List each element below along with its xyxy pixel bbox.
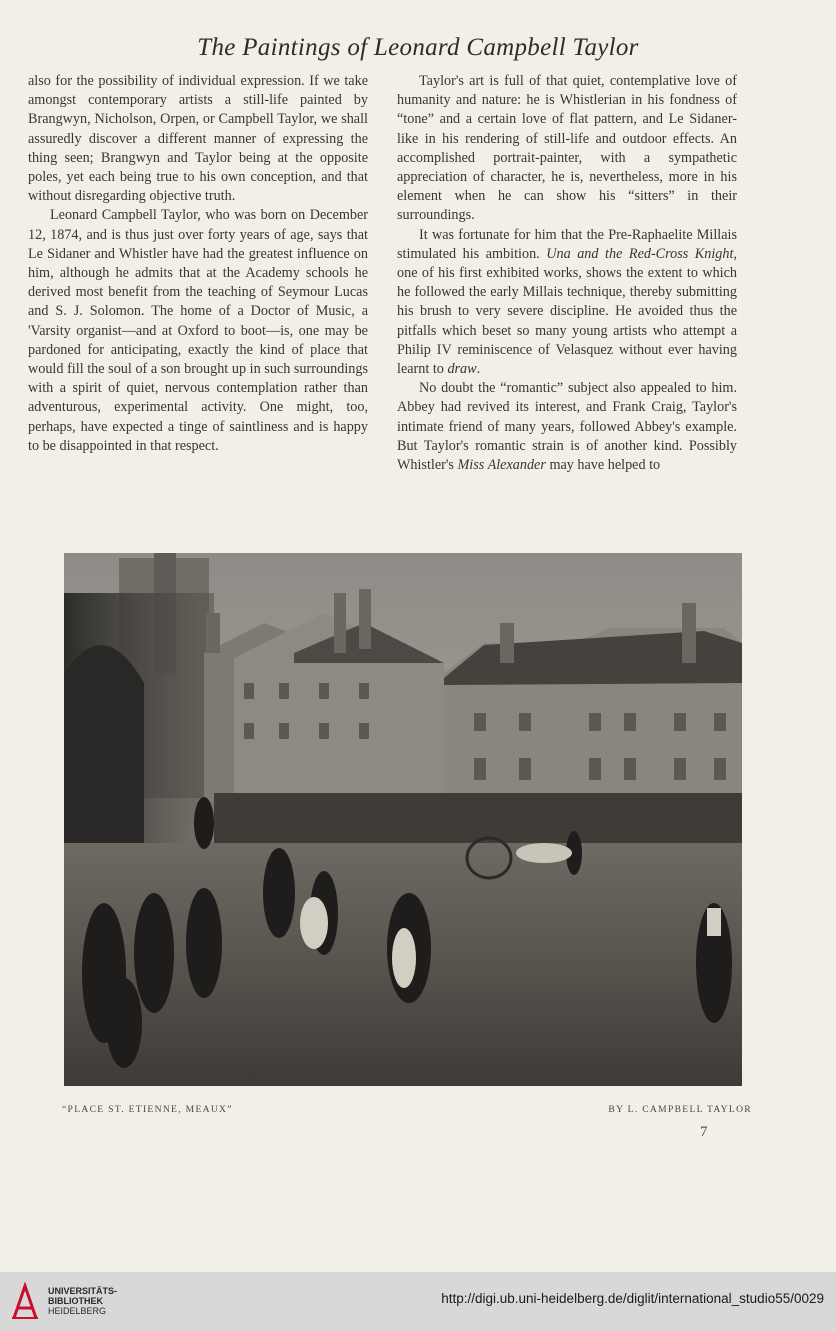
left-paragraph-1: also for the possibility of individual expression. If we take amongst contemporary artists a still-life painted by Brangwyn, Nicholson, Orpen, or Campbell Taylor, we shall assuredly discover a different manner of expressing the thing seen; Brangwyn and Taylor being at the opposite poles, yet each being true to his own conception, and that without disregarding objective truth.	[28, 73, 368, 205]
right-paragraph-2: It was fortunate for him that the Pre-Raphaelite Millais stimulated his ambition. Una and the Red-Cross Knight, one of his first exhibited works, shows the extent to which he followed the early Millais technique, thereby submitting his brush to very severe discipline. He avoided thus the pitfalls which beset so many young artists who attempt a Philip IV reminiscence of Velasquez without ever having learnt to draw.	[397, 226, 737, 378]
university-library-logo-icon	[10, 1282, 40, 1322]
left-paragraph-2: Leonard Campbell Taylor, who was born on December 12, 1874, and is thus just over forty years of age, says that Le Sidaner and Whistler have had the greatest influence on him, although he admits that at the Academy schools he derived most benefit from the teaching of Seymour Lucas and S. J. Solomon. The home of a Doctor of Music, a 'Varsity organist—and at Oxford to boot—is, one may be pardoned for anticipating, exactly the kind of place that would fill the soul of a son brought up in such surroundings with a spirit of quiet, nervous contemplation rather than adventurous, experimental activity. One might, too, perhaps, have expected a tinge of saintliness and is happy to be disappointed in that respect.	[28, 207, 368, 454]
right-text-column	[397, 72, 737, 475]
page-title: The Paintings of Leonard Campbell Taylor	[197, 34, 639, 61]
word-draw: draw	[447, 361, 477, 378]
right-paragraph-3: No doubt the “romantic” subject also appealed to him. Abbey had revived its interest, and Frank Craig, Taylor's intimate friend of many years, followed Abbey's example. But Taylor's romantic strain is of another kind. Possibly Whistler's Miss Alexander may have helped to	[397, 380, 737, 474]
painting-illustration	[64, 553, 742, 1086]
right-paragraph-1: Taylor's art is full of that quiet, contemplative love of humanity and nature: he is Whistlerian in his fondness of “tone” and a certain love of flat pattern, and Le Sidaner-like in his rendering of still-life and outdoor effects. An accomplished portrait-painter, with a sympathetic appreciation of character, he is, nevertheless, more in his element when he can show his “sitters” in their surroundings.	[397, 73, 737, 224]
work-title-una: Una and the Red-Cross Knight	[546, 245, 734, 262]
source-url-link[interactable]: http://digi.ub.uni-heidelberg.de/diglit/international_studio55/0029	[441, 1291, 824, 1306]
left-text-column	[28, 72, 368, 456]
work-title-miss-alexander: Miss Alexander	[457, 457, 546, 474]
page-number: 7	[700, 1124, 708, 1140]
figure-caption-title: “PLACE ST. ETIENNE, MEAUX”	[62, 1104, 233, 1115]
figure-caption-artist: BY L. CAMPBELL TAYLOR	[608, 1104, 752, 1115]
painting-place-st-etienne	[64, 553, 742, 1086]
library-name: UNIVERSITÄTS- BIBLIOTHEK HEIDELBERG	[48, 1286, 118, 1316]
footer-bar	[0, 1272, 836, 1331]
